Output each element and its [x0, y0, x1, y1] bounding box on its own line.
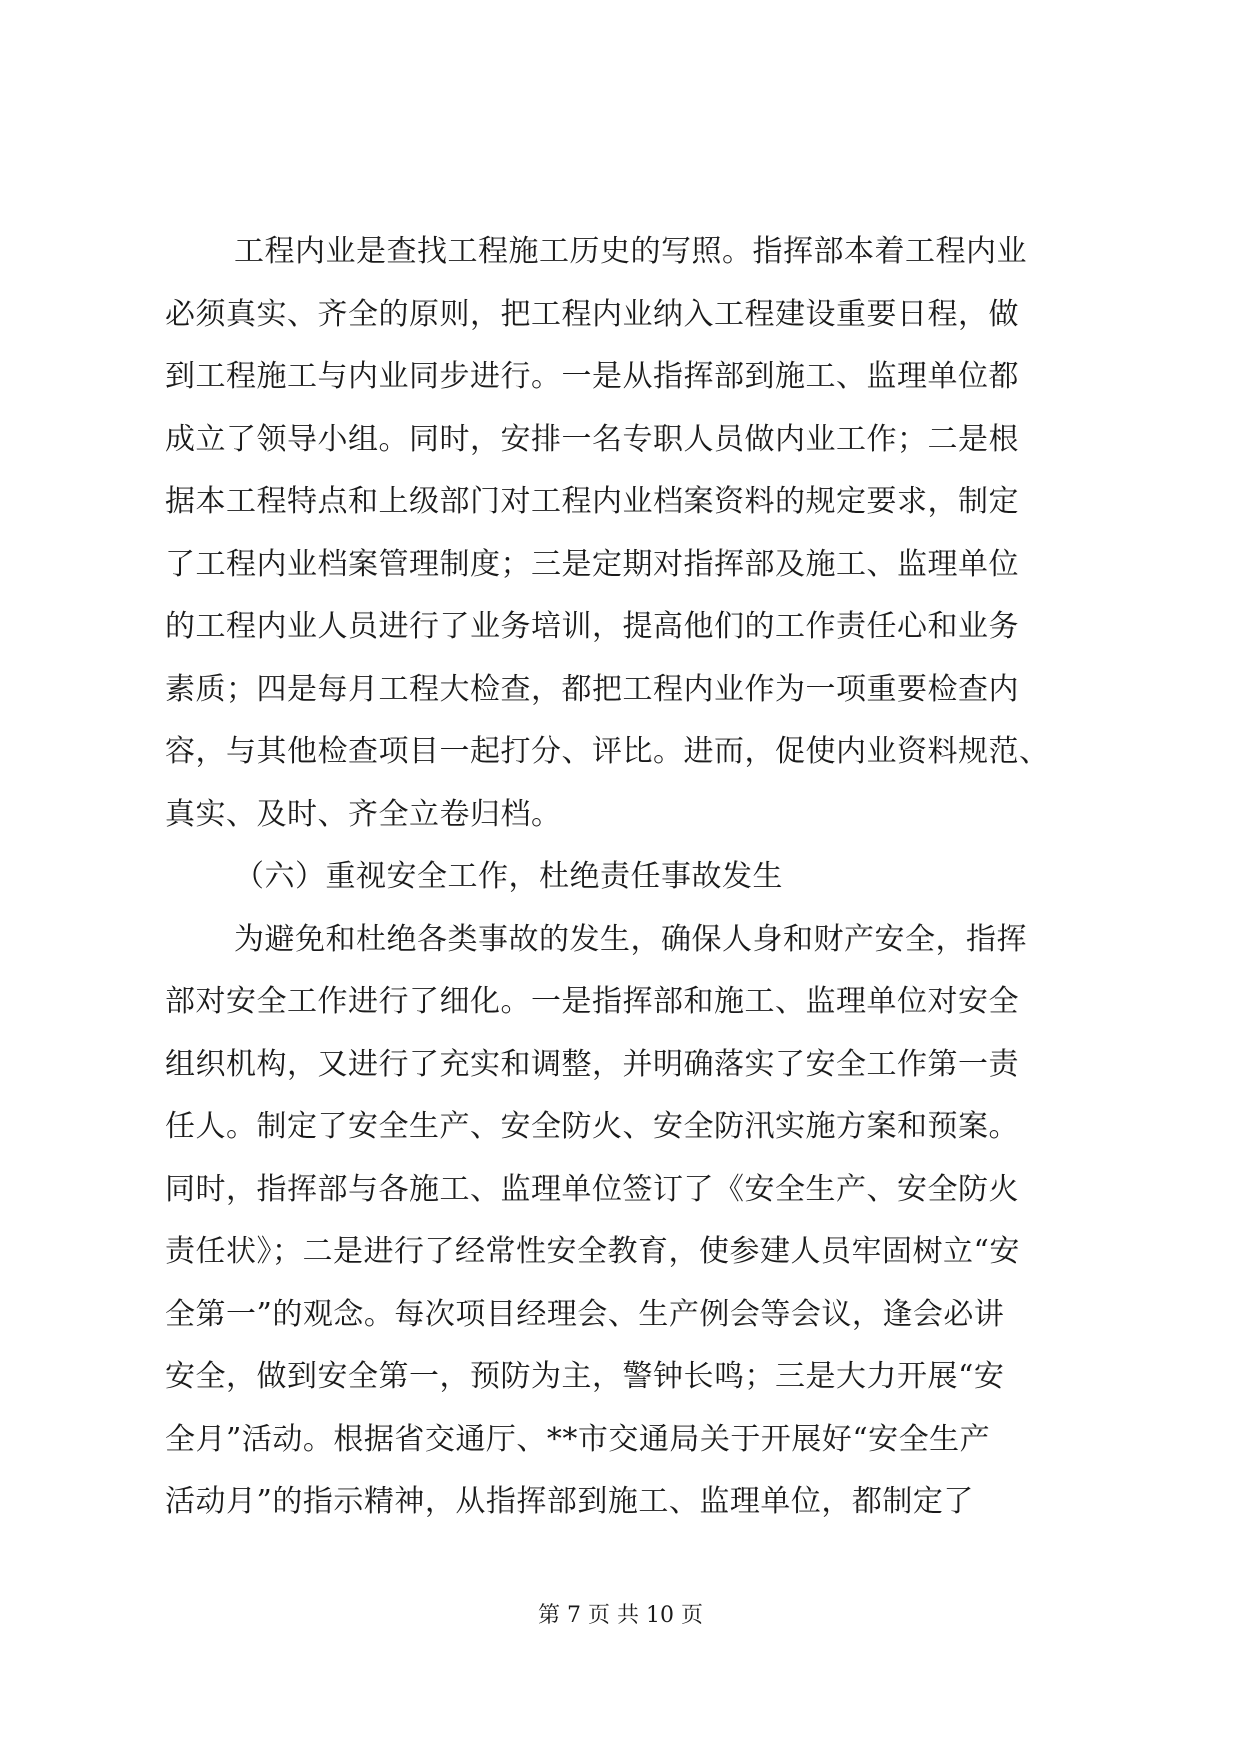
paragraph-line: 部对安全工作进行了细化。一是指挥部和施工、监理单位对安全 — [165, 984, 1019, 1019]
paragraph-line: 的工程内业人员进行了业务培训，提高他们的工作责任心和业务 — [165, 609, 1019, 644]
paragraph-line: 责任状》；二是进行了经常性安全教育，使参建人员牢固树立“安 — [165, 1234, 1020, 1269]
paragraph-line: 容，与其他检查项目一起打分、评比。进而，促使内业资料规范、 — [165, 734, 1050, 769]
paragraph-line: 到工程施工与内业同步进行。一是从指挥部到施工、监理单位都 — [165, 359, 1019, 394]
paragraph-line: 组织机构，又进行了充实和调整，并明确落实了安全工作第一责 — [165, 1047, 1019, 1082]
paragraph-line: 素质；四是每月工程大检查，都把工程内业作为一项重要检查内 — [165, 672, 1019, 707]
page-number-footer: 第 7 页 共 10 页 — [538, 1603, 703, 1628]
paragraph-line: 活动月”的指示精神，从指挥部到施工、监理单位，都制定了 — [165, 1484, 974, 1519]
paragraph-line: 成立了领导小组。同时，安排一名专职人员做内业工作；二是根 — [165, 422, 1019, 457]
paragraph-line: 必须真实、齐全的原则，把工程内业纳入工程建设重要日程，做 — [165, 297, 1019, 332]
paragraph-line: 为避免和杜绝各类事故的发生，确保人身和财产安全，指挥 — [234, 922, 1027, 957]
paragraph-line: 据本工程特点和上级部门对工程内业档案资料的规定要求，制定 — [165, 484, 1019, 519]
paragraph-line: 工程内业是查找工程施工历史的写照。指挥部本着工程内业 — [234, 234, 1027, 269]
paragraph-line: 真实、及时、齐全立卷归档。 — [165, 797, 562, 832]
paragraph-line: 全第一”的观念。每次项目经理会、生产例会等会议，逢会必讲 — [165, 1297, 1005, 1332]
paragraph-line: 任人。制定了安全生产、安全防火、安全防汛实施方案和预案。 — [165, 1109, 1019, 1144]
paragraph-line: 了工程内业档案管理制度；三是定期对指挥部及施工、监理单位 — [165, 547, 1019, 582]
paragraph-line: 同时，指挥部与各施工、监理单位签订了《安全生产、安全防火 — [165, 1172, 1019, 1207]
paragraph-line: 全月”活动。根据省交通厅、**市交通局关于开展好“安全生产 — [165, 1422, 991, 1457]
paragraph-line: 安全，做到安全第一，预防为主，警钟长鸣；三是大力开展“安 — [165, 1359, 1005, 1394]
section-heading: （六）重视安全工作，杜绝责任事故发生 — [234, 859, 783, 894]
